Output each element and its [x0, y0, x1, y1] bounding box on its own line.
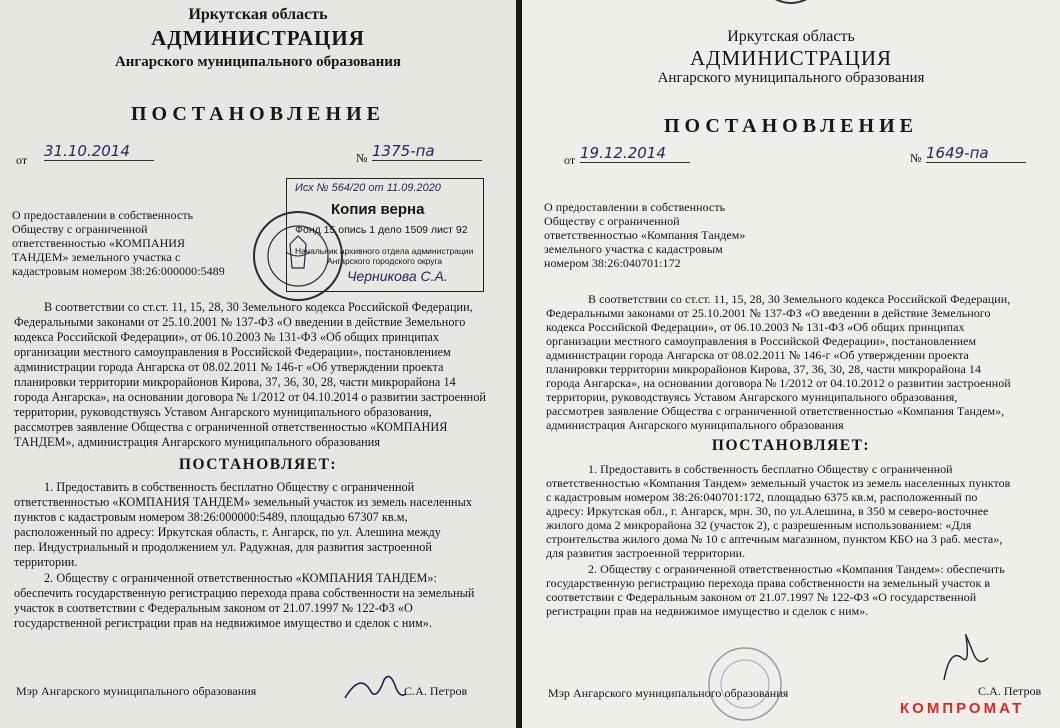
- preamble-line: рассмотрев заявление Общества с ограниченной ответственностью «КОМПАНИЯ: [14, 420, 448, 434]
- preamble-line: планировки территории микрорайонов Кирова, 37, 36, 30, 28, части микрорайона 14: [546, 362, 982, 376]
- header-region: Иркутская область: [188, 6, 328, 23]
- item-line: обеспечить государственную регистрацию перехода права собственности на земельный: [14, 586, 475, 600]
- item-line: государственной регистрации прав на недвижимое имущество и сделок с ним».: [14, 616, 433, 630]
- preamble-line: администрация Ангарского муниципального образования: [546, 418, 844, 432]
- stamp-office-2: Ангарского городского округа: [327, 256, 443, 266]
- signature-scribble-icon: [340, 668, 410, 708]
- preamble-line: организации местного самоуправления в Российской Федерации», постановлением: [546, 334, 977, 348]
- signature-name: С.А. Петров: [978, 684, 1042, 698]
- signature-scribble-icon: [936, 628, 996, 688]
- decree-document-left: [0, 0, 516, 728]
- preamble-line: города Ангарска», на основании договора № 1/2012 от 04.10.2014 о развитии застроенной: [14, 390, 486, 404]
- preamble-line: В соответствии со ст.ст. 11, 15, 28, 30 Земельного кодекса Российской Федерации,: [588, 292, 1011, 306]
- item-line: 2. Обществу с ограниченной ответственностью «КОМПАНИЯ ТАНДЕМ»:: [44, 571, 437, 585]
- stamp-office: Начальник архивного отдела администрации: [295, 246, 474, 256]
- doc-number: 1649-па: [926, 144, 1026, 163]
- faint-seal-icon: [702, 645, 788, 723]
- stamp-signer: Черникова С.А.: [347, 268, 448, 284]
- preamble-line: планировки территории микрорайонов Кирова, 37, 36, 30, 28, части микрорайона 14: [14, 375, 456, 389]
- preamble-line: города Ангарска», на основании договора № 1/2012 от 04.10.2012 о развитии застроенной: [546, 376, 1011, 390]
- watermark-logo: КОМПРОМАТ: [900, 700, 1025, 717]
- date-label: от: [564, 153, 576, 167]
- preamble-line: кодекса Российской Федерации», от 06.10.2003 № 131-ФЗ «Об общих принципах: [546, 320, 965, 334]
- preamble-line: В соответствии со ст.ст. 11, 15, 28, 30 Земельного кодекса Российской Федерации,: [44, 300, 473, 314]
- header-municipality: Ангарского муниципального образования: [114, 54, 402, 70]
- preamble-line: территории, руководствуясь Уставом Ангарского муниципального образования,: [546, 390, 958, 404]
- item-line: для развития застроенной территории.: [546, 546, 746, 560]
- doc-title: ПОСТАНОВЛЕНИЕ: [131, 103, 385, 125]
- coat-of-arms-icon: [768, 0, 814, 8]
- item-line: участок в соответствии с Федеральным законом от 21.07.1997 № 122-ФЗ «О: [14, 601, 413, 615]
- item-line: соответствии с Федеральным законом от 21.07.1997 № 122-ФЗ «О государственной: [546, 590, 977, 604]
- header-authority: АДМИНИСТРАЦИЯ: [690, 46, 892, 70]
- preamble-line: ТАНДЕМ», администрация Ангарского муниципального образования: [14, 435, 380, 449]
- preamble-line: администрации города Ангарска от 08.02.2011 № 146-г «Об утверждении проекта: [14, 360, 444, 374]
- date-label: от: [16, 153, 28, 167]
- subject-line: Обществу с ограниченной: [544, 214, 680, 228]
- preamble-line: территории, руководствуясь Уставом Ангарского муниципального образования,: [14, 405, 432, 419]
- subject-line: ТАНДЕМ» земельного участка с: [12, 250, 181, 264]
- stamp-copy-title: Копия верна: [331, 201, 425, 218]
- stamp-archive-meta: Фонд 15 опись 1 дело 1509 лист 92: [295, 224, 468, 236]
- item-line: пунктов с кадастровым номером 38:26:000000:5489, площадью 67307 кв.м,: [14, 510, 408, 524]
- signature-title: Мэр Ангарского муниципального образования: [16, 684, 257, 698]
- header-municipality: Ангарского муниципального образования: [657, 70, 925, 86]
- item-line: ответственностью «КОМПАНИЯ ТАНДЕМ» земельный участок из земель населенных: [14, 495, 472, 509]
- preamble-line: Федеральными законами от 25.10.2001 № 137-ФЗ «О введении в действие Земельного: [546, 306, 991, 320]
- subject-line: ответственностью «Компания Тандем»: [544, 228, 746, 242]
- decree-heading: ПОСТАНОВЛЯЕТ:: [178, 456, 338, 473]
- item-line: ответственностью «Компания Тандем» земельный участок из земель населенных пунктов: [546, 476, 1011, 490]
- doc-number: 1375-па: [372, 142, 482, 161]
- item-line: расположенный по адресу: Иркутская область, г. Ангарск, по ул. Алешина между: [14, 525, 441, 539]
- preamble-line: организации местного самоуправления в Российской Федерации», постановлением: [14, 345, 451, 359]
- subject-line: номером 38:26:040701:172: [544, 256, 681, 270]
- item-line: 1. Предоставить в собственность бесплатно Обществу с ограниченной: [588, 462, 953, 476]
- preamble-line: Федеральными законами от 25.10.2001 № 137-ФЗ «О введении в действие Земельного: [14, 315, 466, 329]
- item-line: регистрации прав на недвижимое имущество и сделок с ним».: [546, 604, 869, 618]
- doc-title: ПОСТАНОВЛЕНИЕ: [664, 115, 918, 137]
- decree-document-right: [522, 0, 1060, 728]
- item-line: с кадастровым номером 38:26:040701:172, площадью 6375 кв.м, расположенный по: [546, 490, 978, 504]
- item-line: государственную регистрацию перехода права собственности на земельный участок в: [546, 576, 991, 590]
- item-line: адресу: Иркутская обл., г. Ангарск, мрн. 30, по ул.Алешина, в 350 м северо-восточнее: [546, 504, 989, 518]
- item-line: 2. Обществу с ограниченной ответственностью «Компания Тандем»: обеспечить: [588, 562, 1005, 576]
- round-seal-icon: [250, 208, 346, 304]
- preamble-line: рассмотрев заявление Общества с ограниченной ответственностью «Компания Тандем»,: [546, 404, 1005, 418]
- header-region: Иркутская область: [727, 28, 855, 45]
- preamble-line: кодекса Российской Федерации», от 06.10.2003 № 131-ФЗ «Об общих принципах: [14, 330, 439, 344]
- item-line: строительства жилого дома № 10 с аптечным магазином, пунктом КБО на 3 раб. места»,: [546, 532, 1003, 546]
- subject-line: Обществу с ограниченной: [12, 222, 148, 236]
- number-label: №: [910, 151, 922, 165]
- signature-title: Мэр Ангарского муниципального образования: [548, 686, 789, 700]
- item-line: 1. Предоставить в собственность бесплатно Обществу с ограниченной: [44, 480, 415, 494]
- header-authority: АДМИНИСТРАЦИЯ: [151, 26, 365, 50]
- subject-line: О предоставлении в собственность: [12, 208, 194, 222]
- number-label: №: [356, 151, 368, 165]
- item-line: территории.: [14, 555, 78, 569]
- subject-line: О предоставлении в собственность: [544, 200, 726, 214]
- subject-line: кадастровым номером 38:26:000000:5489: [12, 264, 225, 278]
- item-line: пер. Индустриальный и продолжением ул. Радужная, для развития застроенной: [14, 540, 432, 554]
- preamble-line: администрации города Ангарска от 08.02.2011 № 146-г «Об утверждении проекта: [546, 348, 969, 362]
- signature-name: С.А. Петров: [404, 684, 468, 698]
- subject-line: земельного участка с кадастровым: [544, 242, 723, 256]
- stamp-outgoing-number: Исх № 564/20 от 11.09.2020: [295, 182, 441, 194]
- doc-date: 31.10.2014: [44, 142, 154, 161]
- doc-date: 19.12.2014: [580, 144, 690, 163]
- item-line: жилого дома 2 микрорайона 32 (участок 2), с разрешенным использованием: «Для: [546, 518, 972, 532]
- decree-heading: ПОСТАНОВЛЯЕТ:: [711, 437, 871, 454]
- subject-line: ответственностью «КОМПАНИЯ: [12, 236, 186, 250]
